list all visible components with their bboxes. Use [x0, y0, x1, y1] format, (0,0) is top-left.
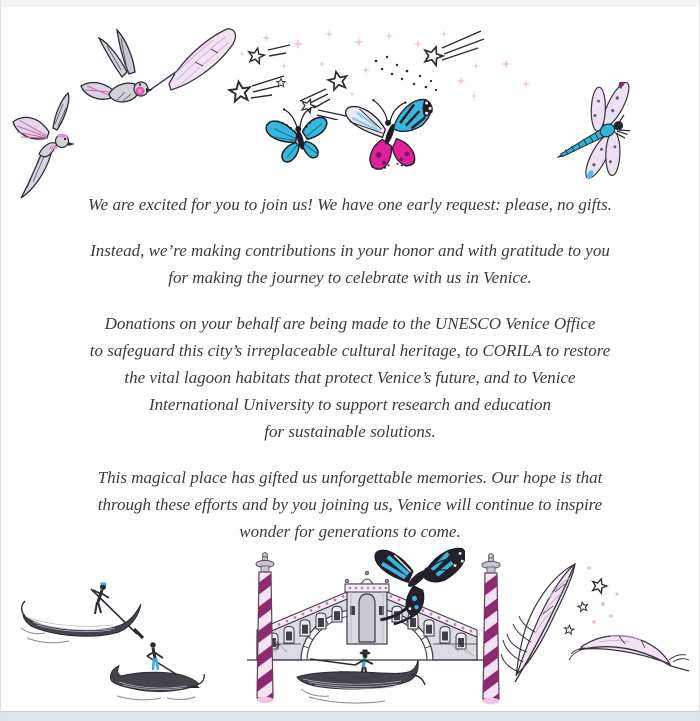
- paragraph-contributions: [1, 237, 699, 291]
- top-edge-strip: [1, 0, 699, 7]
- text-line: through these efforts and by you joining us, Venice will continue to inspire: [97, 495, 603, 514]
- text-line: Donations on your behalf are being made to the UNESCO Venice Office: [104, 314, 596, 333]
- comet-icon: [442, 31, 484, 60]
- gondola-standing-icon: [107, 640, 207, 706]
- text-line: for sustainable solutions.: [264, 422, 436, 441]
- swallow-carrying-feather-icon: [77, 22, 242, 140]
- text-line: for making the journey to celebrate with us in Venice.: [168, 268, 532, 287]
- invitation-message: [1, 191, 699, 564]
- dragonfly-icon: [539, 82, 649, 180]
- pink-blue-butterfly-icon: [337, 86, 441, 180]
- paragraph-closing: [1, 464, 699, 545]
- text-line: to safeguard this city’s irreplaceable cultural heritage, to CORILA to restore: [89, 341, 611, 360]
- quill-feather-reclining-icon: [569, 636, 689, 671]
- paragraph-donations: [1, 310, 699, 445]
- text-line: International University to support research and education: [149, 395, 551, 414]
- bottom-edge-strip: [1, 711, 699, 721]
- gondola-under-bridge-icon: [289, 645, 434, 715]
- paragraph-no-gifts: [1, 191, 699, 218]
- text-line: This magical place has gifted us unforgettable memories. Our hope is that: [97, 468, 603, 487]
- text-line: wonder for generations to come.: [239, 522, 461, 541]
- text-line: We are excited for you to join us! We have one early request: please, no gifts.: [88, 195, 612, 214]
- striped-mooring-pole-left-icon: [250, 550, 280, 706]
- swallowtail-butterfly-icon: [365, 528, 465, 628]
- quill-feather-upright-icon: [501, 564, 575, 682]
- blue-butterfly-icon: [263, 100, 337, 172]
- text-line: the vital lagoon habitats that protect Venice’s future, and to Venice: [124, 368, 576, 387]
- quill-feathers-group: [499, 552, 699, 692]
- text-line: Instead, we’re making contributions in your honor and with gratitude to you: [90, 241, 610, 260]
